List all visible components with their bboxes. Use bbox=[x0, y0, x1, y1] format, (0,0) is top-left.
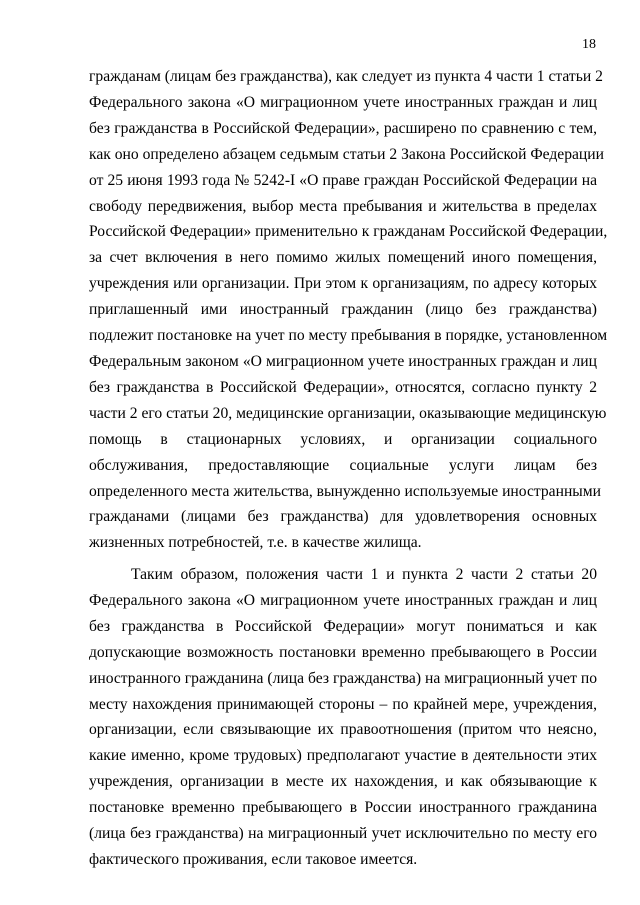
text-line: свободу передвижения, выбор места пребывания и жительства в пределах bbox=[89, 197, 597, 215]
text-line: гражданам (лицам без гражданства), как следует из пункта 4 части 1 статьи 2 bbox=[89, 68, 603, 85]
page-number: 18 bbox=[582, 37, 596, 52]
text-line: обслуживания, предоставляющие социальные услуги лицам без bbox=[89, 456, 597, 474]
text-line: учреждения или организации. При этом к организациям, по адресу которых bbox=[89, 275, 597, 293]
text-line: организации, если связывающие их правоотношения (притом что неясно, bbox=[89, 721, 597, 739]
text-line: Российской Федерации» применительно к гражданам Российской Федерации, bbox=[89, 223, 608, 241]
text-line: без гражданства в Российской Федерации» могут пониматься и как bbox=[89, 617, 597, 635]
text-line: части 2 его статьи 20, медицинские организации, оказывающие медицинскую bbox=[89, 404, 607, 422]
text-line: без гражданства в Российской Федерации», относятся, согласно пункту 2 bbox=[89, 378, 597, 396]
text-line: месту нахождения принимающей стороны – по крайней мере, учреждения, bbox=[89, 695, 597, 713]
text-line: от 25 июня 1993 года № 5242-I «О праве граждан Российской Федерации на bbox=[89, 171, 597, 189]
text-line: жизненных потребностей, т.е. в качестве жилища. bbox=[89, 534, 422, 552]
text-line: иностранного гражданина (лица без гражданства) на миграционный учет по bbox=[89, 669, 597, 687]
text-line: гражданами (лицами без гражданства) для удовлетворения основных bbox=[89, 508, 597, 526]
text-line: постановке временно пребывающего в России иностранного гражданина bbox=[89, 799, 597, 817]
text-line: определенного места жительства, вынужденно используемые иностранными bbox=[89, 482, 601, 500]
text-line: Федерального закона «О миграционном учете иностранных граждан и лиц bbox=[89, 93, 597, 111]
text-line: фактического проживания, если таковое имеется. bbox=[89, 850, 418, 868]
text-line: помощь в стационарных условиях, и организации социального bbox=[89, 430, 597, 448]
text-line: (лица без гражданства) на миграционный учет исключительно по месту его bbox=[89, 825, 597, 843]
text-line: за счет включения в него помимо жилых помещений иного помещения, bbox=[89, 249, 597, 267]
text-line: приглашенный ими иностранный гражданин (лицо без гражданства) bbox=[89, 301, 597, 319]
text-line: подлежит постановке на учет по месту пребывания в порядке, установленном bbox=[89, 327, 608, 345]
text-line: Федерального закона «О миграционном учете иностранных граждан и лиц bbox=[89, 591, 597, 609]
paragraph-2 bbox=[89, 562, 597, 873]
paragraph-1 bbox=[89, 64, 608, 556]
text-line: учреждения, организации в месте их нахождения, и как обязывающие к bbox=[89, 773, 597, 791]
text-line: Таким образом, положения части 1 и пункта 2 части 2 статьи 20 bbox=[131, 566, 597, 583]
text-line: как оно определено абзацем седьмым статьи 2 Закона Российской Федерации bbox=[89, 145, 604, 163]
text-line: допускающие возможность постановки временно пребывающего в России bbox=[89, 643, 597, 661]
text-line: какие именно, кроме трудовых) предполагают участие в деятельности этих bbox=[89, 747, 597, 765]
text-line: без гражданства в Российской Федерации», расширено по сравнению с тем, bbox=[89, 119, 597, 137]
text-line: Федеральным законом «О миграционном учете иностранных граждан и лиц bbox=[89, 352, 597, 370]
